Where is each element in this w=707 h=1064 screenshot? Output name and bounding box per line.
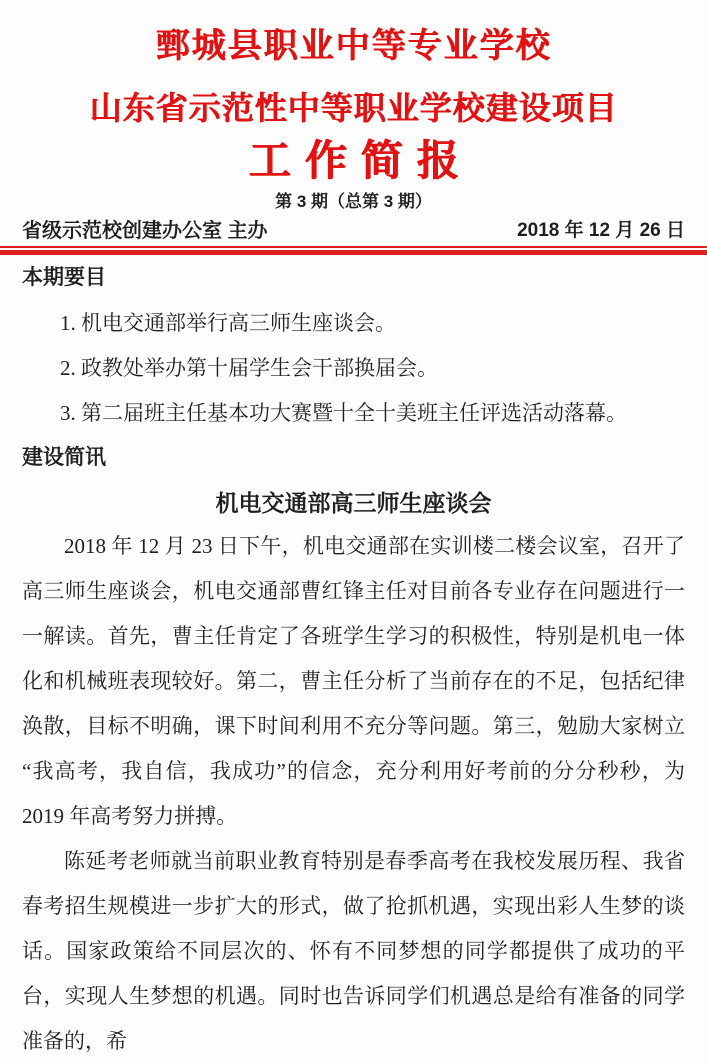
article-body (22, 524, 685, 1064)
section-heading: 建设简讯 (22, 445, 106, 469)
toc-heading: 本期要目 (22, 265, 106, 289)
article-paragraph-2: 陈延考老师就当前职业教育特别是春季高考在我校发展历程、我省春考招生规模进一步扩大的形式，做了抢抓机遇，实现出彩人生梦的谈话。国家政策给不同层次的、怀有不同梦想的同学都提供了成功的平台，实现人生梦想的机遇。同时也告诉同学们机遇总是给有准备的同学准备的，希 (22, 848, 685, 1053)
toc-item-2: 2. 政教处举办第十届学生会干部换届会。 (60, 355, 438, 380)
article-title: 机电交通部高三师生座谈会 (215, 489, 492, 517)
issue-date-label: 2018 年 12 月 26 日 (517, 219, 685, 241)
school-name-title: 鄄城县职业中等专业学校 (155, 26, 552, 66)
toc-list (22, 301, 685, 436)
organizer-date-bar (22, 219, 685, 243)
toc-item-1: 1. 机电交通部举行高三师生座谈会。 (60, 310, 396, 335)
double-red-rule (0, 246, 707, 255)
article-paragraph-1: 2018 年 12 月 23 日下午，机电交通部在实训楼二楼会议室，召开了高三师生座谈会，机电交通部曹红锋主任对目前各专业存在问题进行一一解读。首先，曹主任肯定了各班学生学习的积极性，特别是机电一体化和机械班表现较好。第二，曹主任分析了当前存在的不足，包括纪律涣散，目标不明确，课下时间利用不充分等问题。第三，勉励大家树立“我高考，我自信，我成功”的信念，充分利用好考前的分分秒秒，为 2019 年高考努力拼搏。 (22, 533, 685, 828)
document-page (0, 26, 707, 1053)
organizer-label: 省级示范校创建办公室 主办 (22, 219, 268, 242)
project-name-title: 山东省示范性中等职业学校建设项目 (89, 88, 618, 127)
issue-number-line: 第 3 期（总第 3 期） (275, 192, 432, 212)
bulletin-title: 工作简报 (248, 136, 473, 186)
toc-item-3: 3. 第二届班主任基本功大赛暨十全十美班主任评选活动落幕。 (60, 400, 627, 425)
